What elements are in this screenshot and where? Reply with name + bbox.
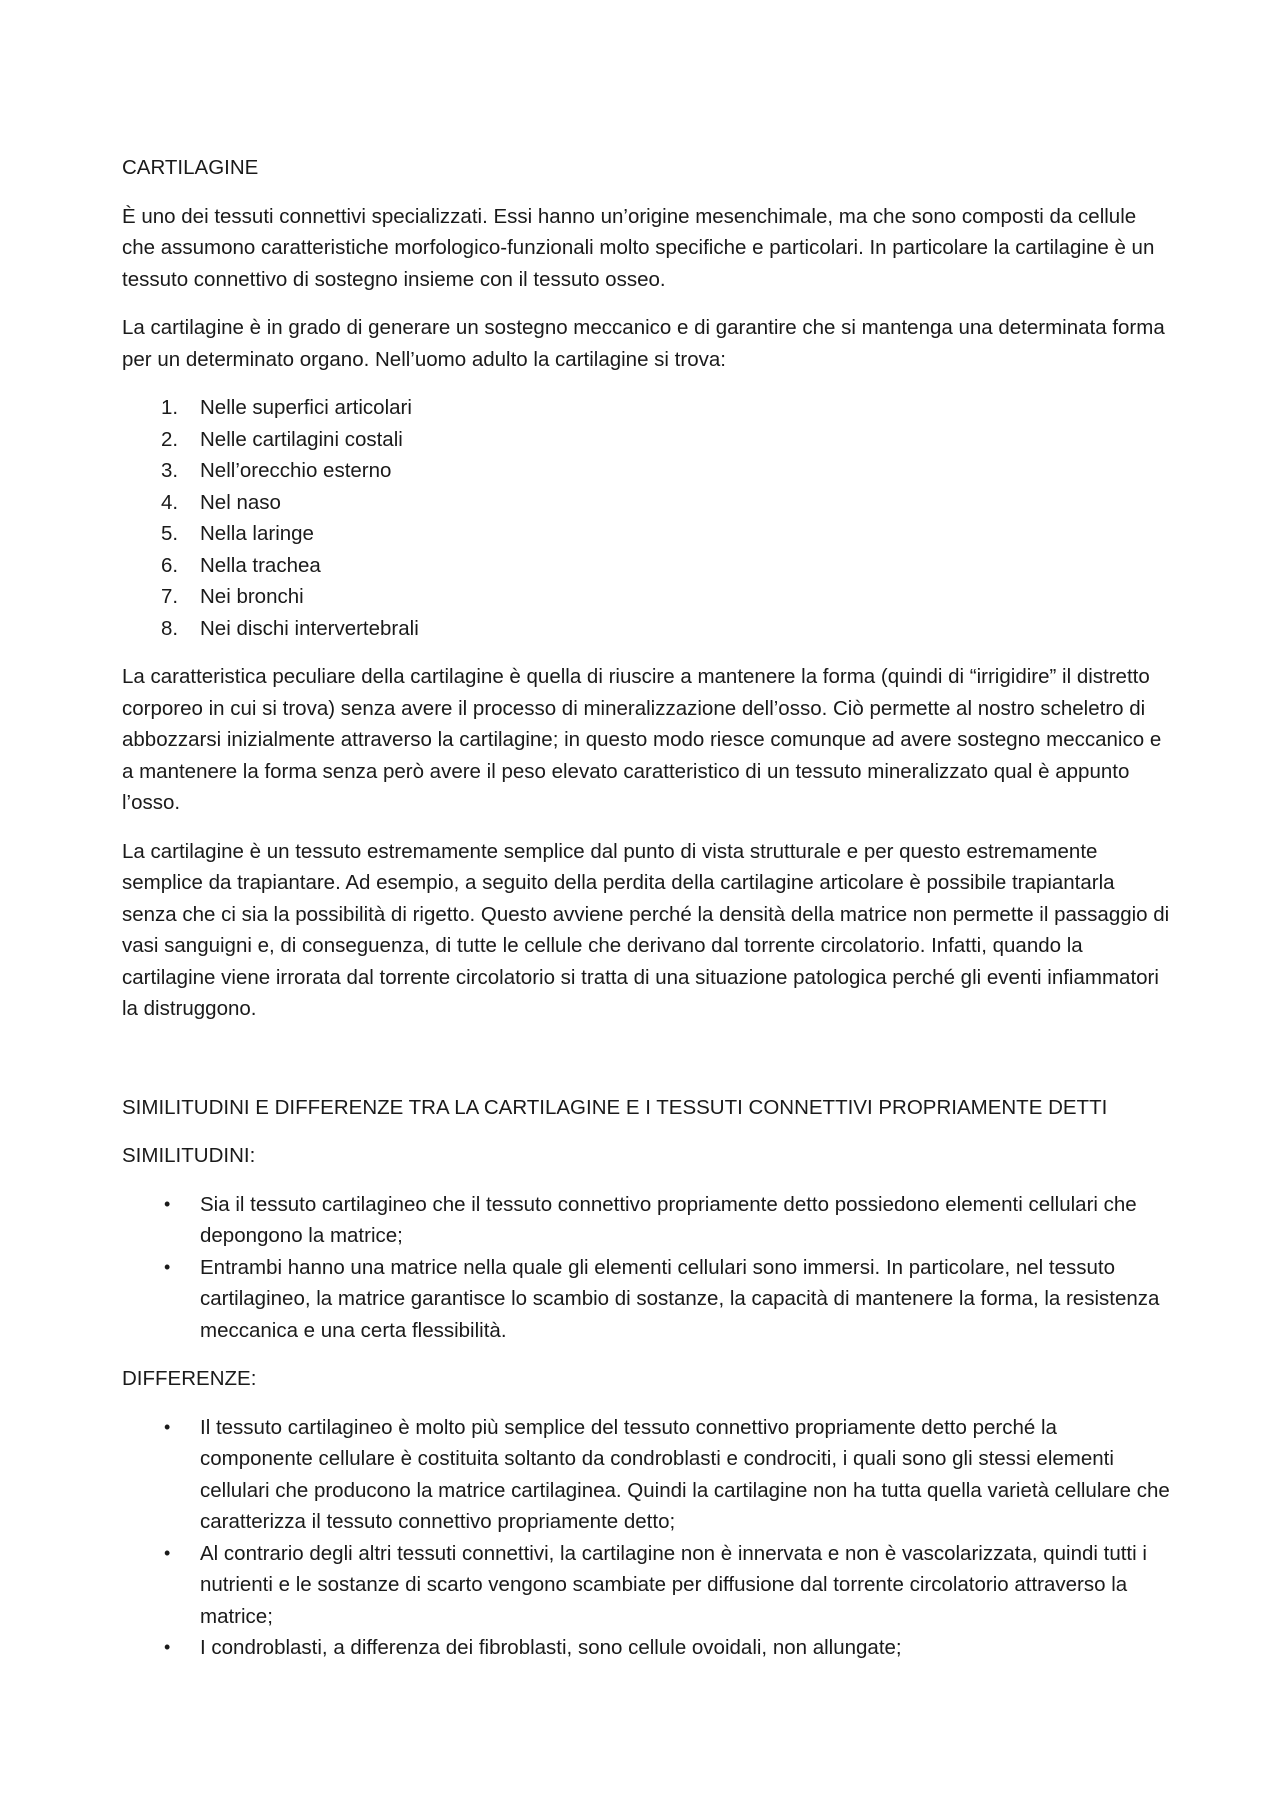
list-item-text: Nel naso: [200, 490, 281, 514]
list-item-text: Nelle cartilagini costali: [200, 427, 403, 451]
list-item-text: Sia il tessuto cartilagineo che il tessuto connettivo propriamente detto possiedono elementi cellulari che depongono la matrice;: [200, 1192, 1137, 1247]
locations-list: [122, 392, 1172, 644]
bullet: •: [164, 1416, 171, 1437]
list-item-text: Nei dischi intervertebrali: [200, 616, 419, 640]
list-item-text: Entrambi hanno una matrice nella quale gli elementi cellulari sono immersi. In particolare, nel tessuto cartilagineo, la matrice garantisce lo scambio di sostanze, la capacità di mantenere la forma, la resistenza meccanica e una certa flessibilità.: [200, 1255, 1160, 1342]
list-item-text: I condroblasti, a differenza dei fibroblasti, sono cellule ovoidali, non allungate;: [200, 1636, 902, 1659]
list-item: [122, 1538, 1172, 1633]
list-item: [122, 518, 1172, 550]
similarities-list: [122, 1189, 1172, 1347]
list-number: 1.: [161, 396, 179, 419]
list-item: [122, 1189, 1172, 1252]
section-title-comparison: SIMILITUDINI E DIFFERENZE TRA LA CARTILAGINE E I TESSUTI CONNETTIVI PROPRIAMENTE DETTI: [122, 1095, 1108, 1119]
list-item: [122, 455, 1172, 487]
list-item-text: Al contrario degli altri tessuti connettivi, la cartilagine non è innervata e non è vascolarizzata, quindi tutti i nutrienti e le sostanze di scarto vengono scambiate per diffusione dal torrente circolatorio attraverso la matrice;: [200, 1541, 1147, 1628]
list-number: 4.: [161, 490, 179, 514]
list-item: [122, 1412, 1172, 1538]
transplant-paragraph: La cartilagine è un tessuto estremamente semplice dal punto di vista strutturale e per questo estremamente semplice da trapiantare. Ad esempio, a seguito della perdita della cartilagine articolare è possibile trapiantarla senza che ci sia la possibilità di rigetto. Questo avviene perché la densità della matrice non permette il passaggio di vasi sanguigni e, di conseguenza, di tutte le cellule che derivano dal torrente circolatorio. Infatti, quando la cartilagine viene irrorata dal torrente circolatorio si tratta di una situazione patologica perché gli eventi infiammatori la distruggono.: [122, 839, 1170, 1020]
intro-paragraph: È uno dei tessuti connettivi specializzati. Essi hanno un’origine mesenchimale, ma che sono composti da cellule che assumono caratteristiche morfologico-funzionali molto specifiche e particolari. In particolare la cartilagine è un tessuto connettivo di sostegno insieme con il tessuto osseo.: [122, 204, 1155, 291]
support-paragraph: La cartilagine è in grado di generare un sostegno meccanico e di garantire che si mantenga una determinata forma per un determinato organo. Nell’uomo adulto la cartilagine si trova:: [122, 316, 1165, 371]
section-title-cartilagine: CARTILAGINE: [122, 156, 259, 179]
list-item-text: Nei bronchi: [200, 585, 304, 608]
list-item: [122, 581, 1172, 613]
list-number: 8.: [161, 616, 179, 640]
list-item-text: Nella trachea: [200, 553, 321, 577]
list-item: [122, 487, 1172, 519]
list-number: 3.: [161, 459, 179, 482]
list-item: [122, 1252, 1172, 1347]
list-item-text: Nell’orecchio esterno: [200, 459, 392, 482]
bullet: •: [164, 1256, 171, 1277]
similarities-label: SIMILITUDINI:: [122, 1144, 256, 1167]
bullet: •: [164, 1193, 171, 1214]
bullet: •: [164, 1542, 171, 1563]
list-number: 2.: [161, 427, 179, 451]
list-item-text: Il tessuto cartilagineo è molto più semplice del tessuto connettivo propriamente detto perché la componente cellulare è costituita soltanto da condroblasti e condrociti, i quali sono gli stessi elementi cellulari che producono la matrice cartilaginea. Quindi la cartilagine non ha tutta quella varietà cellulare che caratterizza il tessuto connettivo propriamente detto;: [200, 1415, 1170, 1533]
peculiarity-paragraph: La caratteristica peculiare della cartilagine è quella di riuscire a mantenere la forma (quindi di “irrigidire” il distretto corporeo in cui si trova) senza avere il processo di mineralizzazione dell’osso. Ciò permette al nostro scheletro di abbozzarsi inizialmente attraverso la cartilagine; in questo modo riesce comunque ad avere sostegno meccanico e a mantenere la forma senza però avere il peso elevato caratteristico di un tessuto mineralizzato qual è appunto l’osso.: [122, 665, 1162, 814]
list-item: [122, 613, 1172, 645]
list-item-text: Nelle superfici articolari: [200, 396, 412, 419]
list-item: [122, 424, 1172, 456]
list-number: 5.: [161, 522, 179, 545]
differences-list: [122, 1412, 1172, 1664]
section-spacer: [122, 1042, 1172, 1092]
list-item: [122, 550, 1172, 582]
differences-label: DIFFERENZE:: [122, 1367, 257, 1390]
list-item: [122, 1632, 1172, 1664]
list-item-text: Nella laringe: [200, 522, 314, 545]
bullet: •: [164, 1637, 171, 1657]
list-number: 7.: [161, 585, 179, 608]
list-item: [122, 392, 1172, 424]
document-page: [122, 152, 1172, 1681]
list-number: 6.: [161, 553, 179, 577]
